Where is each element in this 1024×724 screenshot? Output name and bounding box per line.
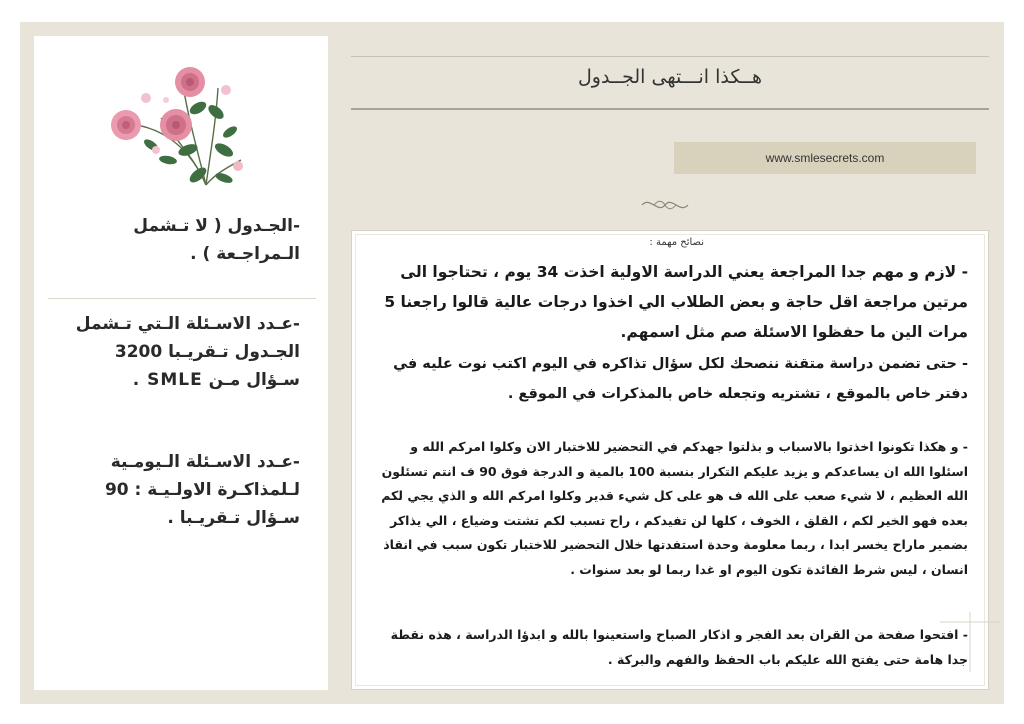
sidebar-note-daily-questions: -عـدد الاسـئلة الـيومـية لـلمذاكـرة الاولـيـة : 90 سـؤال تـقريـبا . bbox=[104, 452, 300, 528]
tip-review: - لازم و مهم جدا المراجعة يعني الدراسة الاولية اخذت 34 يوم ، تحتاجوا الى مرتين مراجعة اقل حاجة و بعض الطلاب الي اخذوا درجات عالية قالوا راجعنا 5 مرات الين ما حفظوا الاسئلة صم مثل اسمهم. bbox=[384, 263, 968, 341]
tips-panel bbox=[351, 230, 989, 690]
website-url[interactable]: www.smlesecrets.com bbox=[765, 151, 885, 165]
tip-trust: - و هكذا تكونوا اخذتوا بالاسباب و بذلتوا جهدكم في التحضير للاختبار الان وكلوا امركم الله و اسئلوا الله ان يساعدكم و يزيد عليكم التكرار بنسبة 100 بالمية و الدرجة فوق 90 ف انتم تسئلون الله العظيم ، لا شيء صعب على الله ف هو على كل شيء قدير وكلوا امركم الله و الذي يجي لكم بعده فهو الخير لكم ، القلق ، الخوف ، كلها لن تفيدكم ، راح تسبب لكم تشتت وضياع ، الي يذاكر بضمير ماراح يخسر ابدا ، ربما معلومة وحدة استفدتها خلال التحضير للاختبار تكون سبب في انقاذ انسان ، ليس شرط الفائدة تكون اليوم او غدا ربما لو بعد سنوات . bbox=[381, 439, 968, 577]
tip-notebook: - حتى تضمن دراسة متقنة ننصحك لكل سؤال تذاكره في اليوم اكتب نوت عليه في دفتر خاص بالموقع ، تشتريه وتجعله خاص بالمذكرات في الموقع . bbox=[393, 356, 968, 402]
tip-morning-quran: - افتحوا صفحة من القران بعد الفجر و اذكار الصباح واستعينوا بالله و ابدؤا الدراسة ، هذه نقطة جدا هامة حتى يفتح الله عليكم باب الحفظ والفهم والبركة . bbox=[390, 627, 968, 667]
rose-bouquet-icon bbox=[106, 50, 256, 190]
top-rule bbox=[351, 56, 989, 57]
website-banner bbox=[674, 142, 976, 174]
page-heading: هــكذا انـــتهى الجــدول bbox=[578, 66, 762, 88]
page-background bbox=[20, 22, 1004, 704]
heading-rule bbox=[351, 108, 989, 110]
corner-crop-mark-icon bbox=[940, 612, 1000, 672]
flourish-ornament-icon bbox=[640, 194, 690, 216]
tips-title: نصائح مهمة : bbox=[649, 237, 704, 248]
sidebar-note-schedule: -الجـدول ( لا تـشمل الـمراجـعة ) . bbox=[133, 216, 300, 264]
sidebar-divider bbox=[48, 298, 316, 299]
sidebar-note-total-questions: -عـدد الاسـئلة الـتي تـشمل الجـدول تـقريـبا 3200 سـؤال مـن SMLE . bbox=[75, 314, 300, 390]
sidebar-panel bbox=[34, 36, 328, 690]
